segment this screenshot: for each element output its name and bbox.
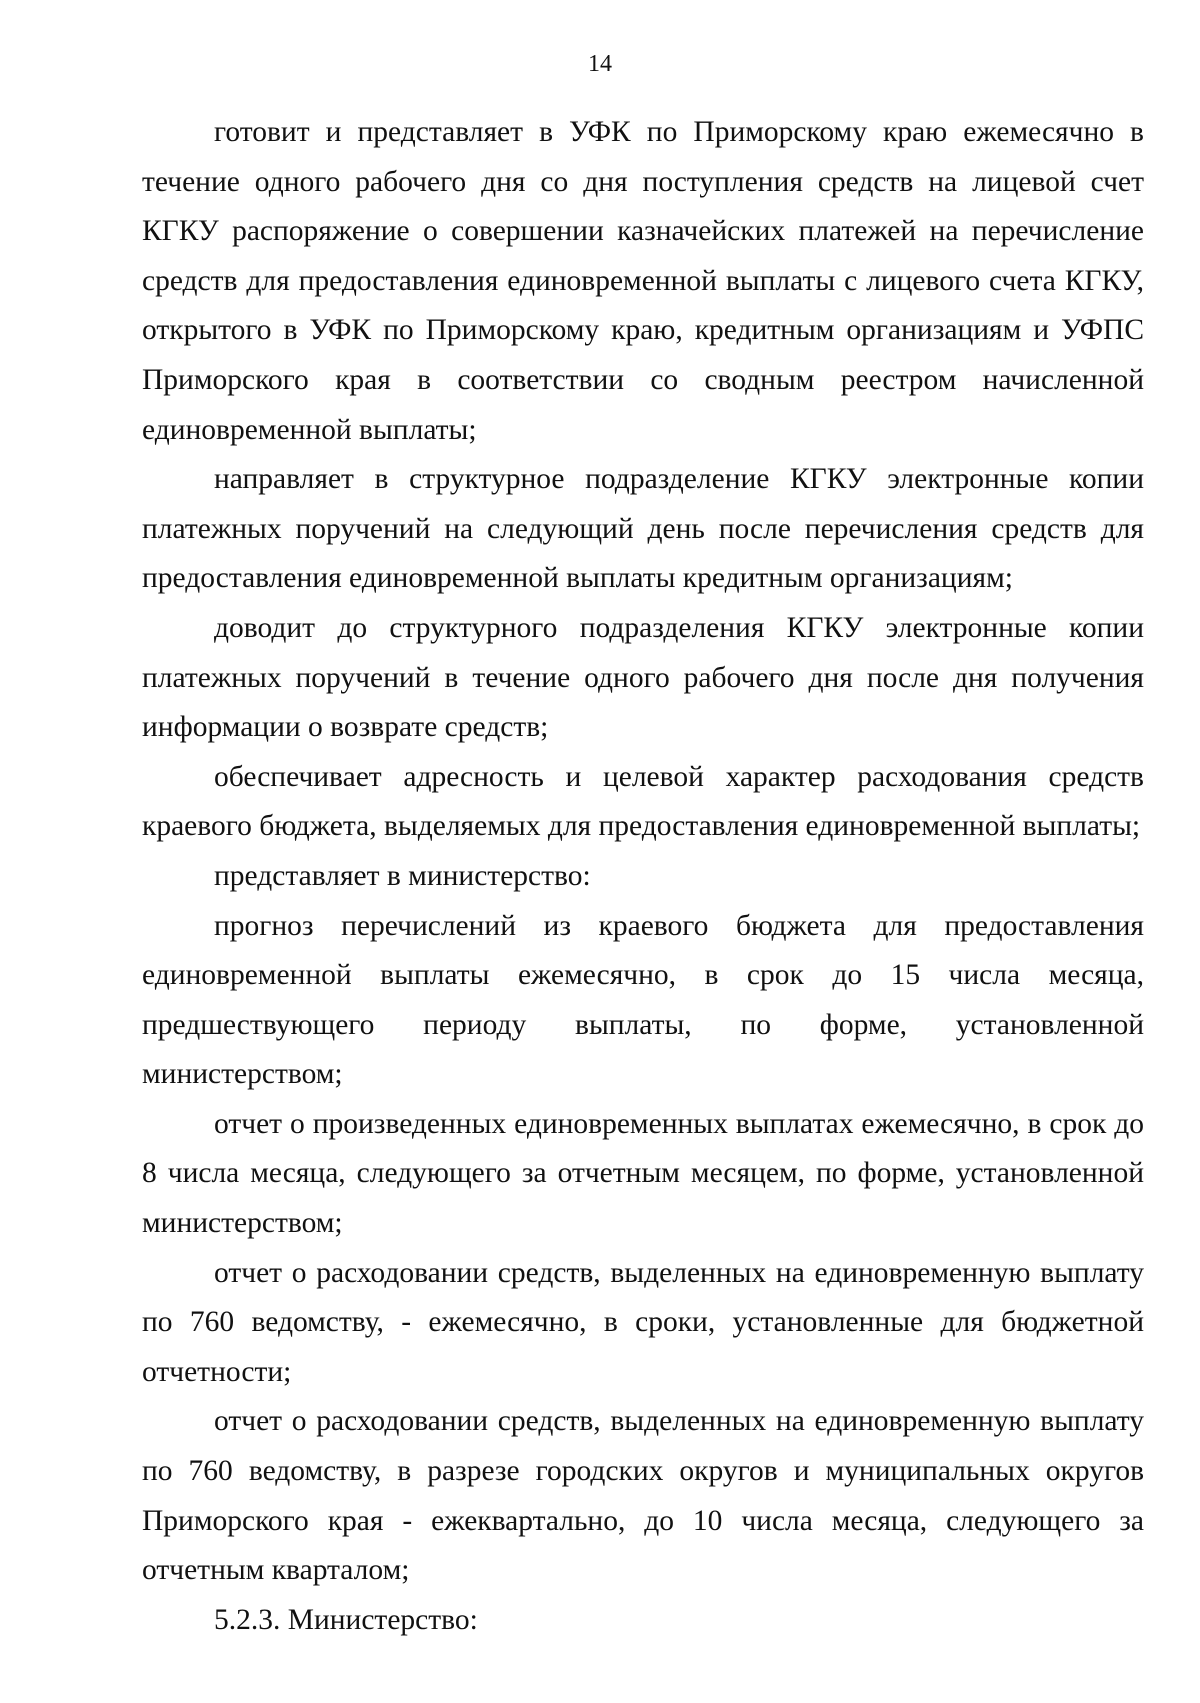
paragraph-prepares-disbursement-order: готовит и представляет в УФК по Приморскому краю ежемесячно в течение одного рабочего дня со дня поступления средств на лицевой счет КГКУ распоряжение о совершении казначейских платежей на перечисление средств для предоставления единовременной выплаты с лицевого счета КГКУ, открытого в УФК по Приморскому краю, кредитным организациям и УФПС Приморского края в соответствии со сводным реестром начисленной единовременной выплаты;	[142, 116, 1144, 446]
section-heading-ministry: 5.2.3. Министерство:	[214, 1603, 478, 1636]
paragraph-ensures-targeted-use: обеспечивает адресность и целевой характер расходования средств краевого бюджета, выделяемых для предоставления единовременной выплаты;	[142, 760, 1144, 843]
paragraph-payments-report: отчет о произведенных единовременных выплатах ежемесячно, в срок до 8 числа месяца, следующего за отчетным месяцем, по форме, установленной министерством;	[142, 1107, 1144, 1240]
paragraph-submits-to-ministry: представляет в министерство:	[214, 859, 591, 892]
paragraph-spending-report-quarterly: отчет о расходовании средств, выделенных на единовременную выплату по 760 ведомству, в разрезе городских округов и муниципальных округов Приморского края - ежеквартально, до 10 числа месяца, следующего за отчетным кварталом;	[142, 1405, 1144, 1587]
paragraph-spending-report-monthly: отчет о расходовании средств, выделенных на единовременную выплату по 760 ведомству, - ежемесячно, в сроки, установленные для бюджетной отчетности;	[142, 1256, 1144, 1388]
paragraph-transfer-forecast: прогноз перечислений из краевого бюджета для предоставления единовременной выплаты ежемесячно, в срок до 15 числа месяца, предшествующего периоду выплаты, по форме, установленной министерством;	[142, 909, 1144, 1091]
paragraph-sends-payment-copies: направляет в структурное подразделение КГКУ электронные копии платежных поручений на следующий день после перечисления средств для предоставления единовременной выплаты кредитным организациям;	[142, 463, 1144, 595]
page-number: 14	[588, 51, 612, 77]
document-body	[142, 108, 1144, 1645]
paragraph-delivers-payment-copies: доводит до структурного подразделения КГКУ электронные копии платежных поручений в течение одного рабочего дня после дня получения информации о возврате средств;	[142, 611, 1144, 744]
